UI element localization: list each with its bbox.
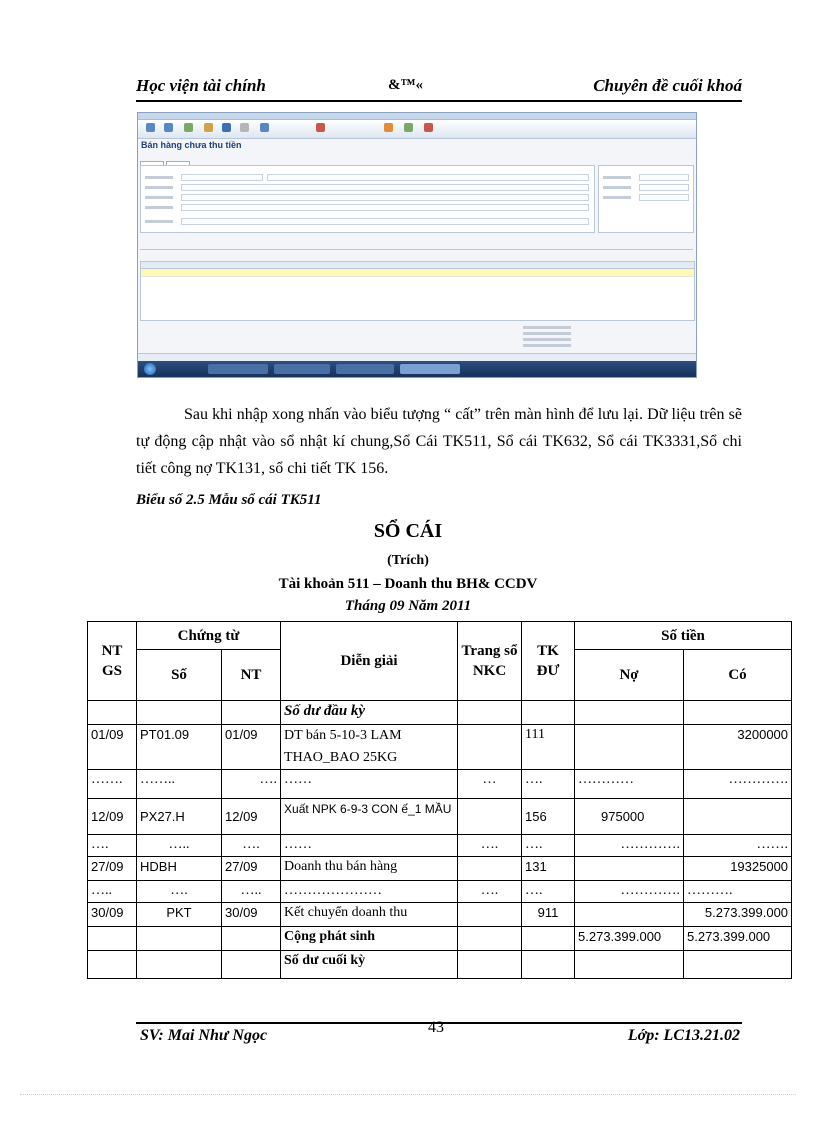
screenshot-field bbox=[639, 194, 689, 201]
toolbar-add-icon bbox=[184, 123, 193, 132]
screenshot-field-label bbox=[145, 196, 173, 199]
screenshot-field-label bbox=[145, 220, 173, 223]
cell-page bbox=[458, 903, 522, 927]
toolbar-back-icon bbox=[146, 123, 155, 132]
header-rule bbox=[136, 100, 742, 102]
screenshot-task-button bbox=[274, 364, 330, 374]
table-row bbox=[88, 927, 792, 951]
cell-ntgs: ……. bbox=[88, 770, 137, 799]
screenshot-field-label bbox=[145, 186, 173, 189]
cell-description: Cộng phát sinh bbox=[281, 927, 458, 951]
screenshot-toolbar bbox=[138, 120, 696, 139]
cell-description: Kết chuyển doanh thu bbox=[281, 903, 458, 927]
col-ntgs-header: NT GS bbox=[88, 622, 137, 701]
screenshot-total-line bbox=[523, 344, 571, 347]
cell-description: DT bán 5-10-3 LAM THAO_BAO 25KG bbox=[281, 725, 458, 770]
cell-description: …… bbox=[281, 835, 458, 857]
table-row bbox=[88, 881, 792, 903]
screenshot-field bbox=[267, 174, 589, 181]
cell-contra bbox=[522, 701, 575, 725]
cell-voucher-date bbox=[222, 927, 281, 951]
cell-page bbox=[458, 799, 522, 835]
cell-debit bbox=[575, 725, 684, 770]
cell-ntgs: 30/09 bbox=[88, 903, 137, 927]
screenshot-titlebar bbox=[138, 113, 696, 120]
toolbar-close-icon bbox=[424, 123, 433, 132]
screenshot-form-title: Bán hàng chưa thu tiền bbox=[141, 140, 242, 150]
cell-voucher-date: 30/09 bbox=[222, 903, 281, 927]
screenshot-taskbar bbox=[138, 361, 696, 377]
toolbar-edit-icon bbox=[204, 123, 213, 132]
screenshot-field bbox=[639, 184, 689, 191]
cell-voucher-no: PKT bbox=[137, 903, 222, 927]
screenshot-total-line bbox=[523, 326, 571, 329]
cell-description: ………………… bbox=[281, 881, 458, 903]
footer-student: SV: Mai Như Ngọc bbox=[140, 1027, 268, 1044]
screenshot-general-panel bbox=[140, 165, 595, 233]
start-orb-icon bbox=[144, 363, 156, 375]
cell-voucher-no: …. bbox=[137, 881, 222, 903]
screenshot-field bbox=[181, 218, 589, 225]
cell-description: Doanh thu bán hàng bbox=[281, 857, 458, 881]
screenshot-detail-grid bbox=[140, 261, 695, 321]
cell-credit: ………. bbox=[684, 881, 792, 903]
col-voucher-header: Chứng từ bbox=[137, 622, 281, 650]
screenshot-task-button bbox=[400, 364, 460, 374]
cell-credit bbox=[684, 951, 792, 979]
screenshot-invoice-strip bbox=[140, 235, 693, 250]
cell-contra: 111 bbox=[522, 725, 575, 770]
cell-credit bbox=[684, 799, 792, 835]
cell-debit: …………. bbox=[575, 835, 684, 857]
cell-voucher-no: PT01.09 bbox=[137, 725, 222, 770]
cell-voucher-date: …. bbox=[222, 770, 281, 799]
screenshot-field bbox=[639, 174, 689, 181]
table-row bbox=[88, 701, 792, 725]
screenshot-field-label bbox=[603, 176, 631, 179]
cell-page bbox=[458, 701, 522, 725]
toolbar-undo-icon bbox=[240, 123, 249, 132]
cell-description: Số dư đầu kỳ bbox=[281, 701, 458, 725]
cell-description: …… bbox=[281, 770, 458, 799]
screenshot-field bbox=[181, 194, 589, 201]
screenshot-field bbox=[181, 184, 589, 191]
cell-debit bbox=[575, 951, 684, 979]
cell-voucher-date: ….. bbox=[222, 881, 281, 903]
cell-page bbox=[458, 951, 522, 979]
cell-debit bbox=[575, 857, 684, 881]
cell-contra: 131 bbox=[522, 857, 575, 881]
table-row bbox=[88, 725, 792, 770]
cell-voucher-date: 27/09 bbox=[222, 857, 281, 881]
cell-debit: 5.273.399.000 bbox=[575, 927, 684, 951]
page-number: 43 bbox=[428, 1019, 444, 1036]
page-edge-divider bbox=[20, 1094, 796, 1095]
cell-description: Số dư cuối kỳ bbox=[281, 951, 458, 979]
cell-contra: …. bbox=[522, 835, 575, 857]
toolbar-delete-icon bbox=[316, 123, 325, 132]
ledger-account: Tài khoản 511 – Doanh thu BH& CCDV bbox=[278, 576, 538, 592]
table-row bbox=[88, 951, 792, 979]
cell-voucher-no: HDBH bbox=[137, 857, 222, 881]
toolbar-tool-icon bbox=[384, 123, 393, 132]
cell-ntgs bbox=[88, 701, 137, 725]
figure-caption: Biểu số 2.5 Mẫu sổ cái TK511 bbox=[136, 492, 322, 508]
screenshot-field bbox=[181, 174, 263, 181]
screenshot-field-label bbox=[603, 186, 631, 189]
toolbar-print-icon bbox=[260, 123, 269, 132]
col-voucher-no-header: Số bbox=[137, 650, 222, 701]
cell-ntgs bbox=[88, 951, 137, 979]
col-description-header: Diễn giải bbox=[281, 622, 458, 701]
cell-voucher-date: …. bbox=[222, 835, 281, 857]
toolbar-help-icon bbox=[404, 123, 413, 132]
cell-contra: 156 bbox=[522, 799, 575, 835]
cell-ntgs bbox=[88, 927, 137, 951]
screenshot-task-button bbox=[336, 364, 394, 374]
screenshot-field-label bbox=[145, 206, 173, 209]
ledger-table bbox=[87, 621, 792, 979]
cell-page: … bbox=[458, 770, 522, 799]
cell-page bbox=[458, 725, 522, 770]
table-row bbox=[88, 903, 792, 927]
cell-debit: ………… bbox=[575, 770, 684, 799]
screenshot-field-label bbox=[145, 176, 173, 179]
footer-class: Lớp: LC13.21.02 bbox=[627, 1027, 740, 1044]
cell-credit: 3200000 bbox=[684, 725, 792, 770]
ledger-subtitle: (Trích) bbox=[387, 553, 429, 568]
cell-voucher-no bbox=[137, 927, 222, 951]
screenshot-field bbox=[181, 204, 589, 211]
toolbar-save-icon bbox=[222, 123, 231, 132]
page-header bbox=[136, 76, 742, 102]
page-footer bbox=[136, 1019, 742, 1052]
cell-voucher-date bbox=[222, 951, 281, 979]
cell-voucher-no bbox=[137, 951, 222, 979]
cell-contra bbox=[522, 951, 575, 979]
col-amount-header: Số tiền bbox=[575, 622, 792, 650]
software-screenshot bbox=[137, 112, 697, 378]
screenshot-voucher-panel bbox=[598, 165, 694, 233]
cell-voucher-date bbox=[222, 701, 281, 725]
cell-voucher-no: PX27.H bbox=[137, 799, 222, 835]
cell-voucher-date: 01/09 bbox=[222, 725, 281, 770]
cell-credit bbox=[684, 701, 792, 725]
cell-page bbox=[458, 927, 522, 951]
cell-debit: …………. bbox=[575, 881, 684, 903]
screenshot-task-button bbox=[208, 364, 268, 374]
table-row bbox=[88, 770, 792, 799]
cell-contra: 911 bbox=[522, 903, 575, 927]
cell-debit: 975000 bbox=[575, 799, 684, 835]
screenshot-total-line bbox=[523, 338, 571, 341]
screenshot-total-line bbox=[523, 332, 571, 335]
screenshot-tabs bbox=[140, 156, 200, 164]
cell-page bbox=[458, 857, 522, 881]
cell-voucher-no bbox=[137, 701, 222, 725]
cell-credit: 5.273.399.000 bbox=[684, 903, 792, 927]
screenshot-grid-header bbox=[141, 262, 694, 269]
header-institution: Học viện tài chính bbox=[136, 76, 266, 95]
cell-voucher-no: ….. bbox=[137, 835, 222, 857]
screenshot-field-label bbox=[603, 196, 631, 199]
cell-credit: 19325000 bbox=[684, 857, 792, 881]
cell-debit bbox=[575, 701, 684, 725]
col-contra-header: TK ĐƯ bbox=[522, 622, 575, 701]
screenshot-totals bbox=[523, 323, 693, 353]
cell-contra: …. bbox=[522, 770, 575, 799]
cell-credit: …………. bbox=[684, 770, 792, 799]
cell-credit: 5.273.399.000 bbox=[684, 927, 792, 951]
table-row bbox=[88, 835, 792, 857]
cell-credit: ……. bbox=[684, 835, 792, 857]
header-report-type: Chuyên đề cuối khoá bbox=[593, 76, 742, 95]
cell-ntgs: 12/09 bbox=[88, 799, 137, 835]
cell-ntgs: 27/09 bbox=[88, 857, 137, 881]
cell-contra bbox=[522, 927, 575, 951]
header-ornament: &™« bbox=[388, 77, 423, 93]
cell-voucher-date: 12/09 bbox=[222, 799, 281, 835]
cell-description: Xuất NPK 6-9-3 CON ế_1 MẦU bbox=[281, 799, 458, 835]
toolbar-forward-icon bbox=[164, 123, 173, 132]
table-row bbox=[88, 799, 792, 835]
screenshot-grid-highlight-row bbox=[141, 269, 694, 277]
cell-debit bbox=[575, 903, 684, 927]
col-debit-header: Nợ bbox=[575, 650, 684, 701]
cell-ntgs: …. bbox=[88, 835, 137, 857]
cell-voucher-no: …….. bbox=[137, 770, 222, 799]
ledger-period: Tháng 09 Năm 2011 bbox=[344, 598, 472, 614]
body-paragraph: Sau khi nhập xong nhấn vào biểu tượng “ cất” trên màn hình để lưu lại. Dữ liệu trên sẽ tự động cập nhật vào sổ nhật kí chung,Sổ Cái TK511, Sổ cái TK632, Sổ cái TK3331,Sổ chi tiết công nợ TK131, sổ chi tiết TK 156. bbox=[136, 406, 742, 477]
ledger-title: SỔ CÁI bbox=[373, 520, 443, 542]
col-voucher-date-header: NT bbox=[222, 650, 281, 701]
cell-ntgs: 01/09 bbox=[88, 725, 137, 770]
cell-contra: …. bbox=[522, 881, 575, 903]
col-page-header: Trang sổ NKC bbox=[458, 622, 522, 701]
cell-ntgs: ….. bbox=[88, 881, 137, 903]
table-row bbox=[88, 857, 792, 881]
cell-page: …. bbox=[458, 881, 522, 903]
col-credit-header: Có bbox=[684, 650, 792, 701]
cell-page: …. bbox=[458, 835, 522, 857]
